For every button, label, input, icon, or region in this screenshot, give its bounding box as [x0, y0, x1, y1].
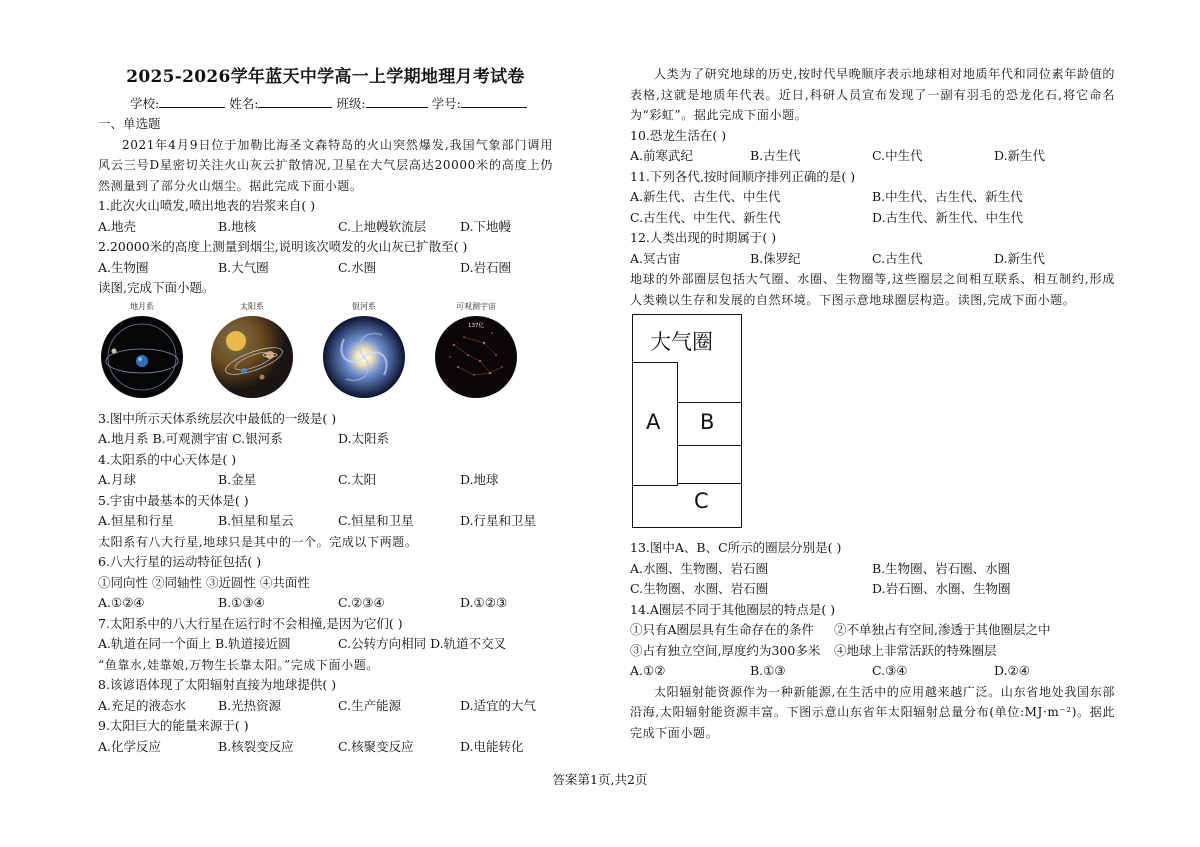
- option-a[interactable]: A.①②④: [98, 595, 145, 610]
- class-blank[interactable]: [366, 94, 428, 108]
- option-c[interactable]: C.太阳: [338, 472, 377, 487]
- name-label: 姓名:: [229, 96, 259, 111]
- option-c[interactable]: C.古生代: [872, 250, 923, 266]
- option-b[interactable]: B.①③: [750, 663, 786, 678]
- option-d[interactable]: D.古生代、新生代、中生代: [872, 209, 1024, 225]
- school-label: 学校:: [130, 96, 160, 111]
- caption-solar-system: 太阳系: [240, 301, 264, 311]
- question-7-options: [98, 634, 553, 655]
- passage-proverb: “鱼靠水,娃靠娘,万物生长靠太阳。”完成下面小题。: [98, 657, 379, 672]
- question-14: 14.A圈层不同于其他圈层的特点是( ): [630, 601, 836, 617]
- label-a: A: [646, 410, 661, 434]
- earth-spheres-diagram: [632, 314, 742, 528]
- question-14-options: [630, 661, 1115, 682]
- earth-moon-system-image: [100, 315, 184, 399]
- question-14-statements-12: [630, 620, 1115, 641]
- solar-system-panel: [208, 301, 296, 399]
- page-footer: 答案第1页,共2页: [552, 772, 648, 787]
- option-b[interactable]: B.侏罗纪: [750, 250, 801, 266]
- section-heading: 一、单选题: [98, 116, 161, 131]
- option-c[interactable]: C.②③④: [338, 595, 385, 610]
- celestial-systems-figure: [98, 301, 553, 403]
- option-c[interactable]: C.上地幔软流层: [338, 218, 427, 234]
- passage-planets: 太阳系有八大行星,地球只是其中的一个。完成以下两题。: [98, 534, 418, 549]
- option-b[interactable]: B.核裂变反应: [218, 738, 294, 754]
- option-d[interactable]: D.电能转化: [460, 738, 524, 754]
- option-b[interactable]: B.光热资源: [218, 697, 282, 713]
- passage-solar-radiation: 太阳辐射能资源作为一种新能源,在生活中的应用越来越广泛。山东省地处我国东部沿海,太阳辐射能资源丰富。下图示意山东省年太阳辐射总量分布(单位:MJ·m⁻²)。据此完成下面小题。: [630, 684, 1115, 740]
- question-4-options: [98, 470, 553, 491]
- question-14-statements-34: [630, 641, 1115, 662]
- statement-3: ③占有独立空间,厚度约为300多米: [630, 642, 821, 658]
- label-b: B: [700, 410, 715, 434]
- question-2-options: [98, 258, 553, 279]
- caption-earth-moon: 地月系: [130, 301, 154, 311]
- option-b[interactable]: B.金星: [218, 472, 257, 487]
- question-13: 13.图中A、B、C所示的圈层分别是( ): [630, 540, 842, 555]
- passage-geologic-time: 人类为了研究地球的历史,按时代早晚顺序表示地球相对地质年代和同位素年龄值的表格,这就是地质年代表。近日,科研人员宣布发现了一副有羽毛的恐龙化石,将它命名为“彩虹”。据此完成下面小题。: [630, 67, 1115, 122]
- option-d[interactable]: D.①②③: [460, 595, 508, 610]
- option-b[interactable]: B.地核: [218, 218, 257, 234]
- right-column: [630, 64, 1115, 743]
- question-2: 2.20000米的高度上测量到烟尘,说明该次喷发的火山灰已扩散至( ): [98, 239, 468, 254]
- question-10-options: [630, 146, 1115, 167]
- option-d[interactable]: D.岩石圈、水圈、生物圈: [872, 581, 1011, 596]
- question-9: 9.太阳巨大的能量来源于( ): [98, 718, 249, 733]
- question-13-options-cd: [630, 579, 1115, 600]
- option-a[interactable]: A.恒星和行星: [98, 513, 174, 528]
- left-column: [98, 60, 553, 757]
- option-b[interactable]: B.生物圈、岩石圈、水圈: [872, 560, 1011, 576]
- number-blank[interactable]: [461, 94, 527, 108]
- option-c[interactable]: C.生物圈、水圈、岩石圈: [630, 581, 769, 596]
- option-d[interactable]: D.岩石圈: [460, 259, 512, 275]
- read-figure-instruction: 读图,完成下面小题。: [98, 280, 215, 295]
- option-a[interactable]: A.化学反应: [98, 738, 162, 754]
- label-c: C: [694, 489, 709, 513]
- question-12: 12.人类出现的时期属于( ): [630, 230, 777, 245]
- universe-age-label: 137亿: [468, 322, 484, 329]
- option-abc[interactable]: A.地月系 B.可观测宇宙 C.银河系: [98, 431, 283, 446]
- option-d[interactable]: D.新生代: [994, 148, 1046, 163]
- atmosphere-label: 大气圈: [650, 330, 713, 354]
- option-b[interactable]: B.古生代: [750, 148, 801, 163]
- question-8: 8.该谚语体现了太阳辐射直接为地球提供( ): [98, 677, 337, 692]
- sphere-c-box: [632, 484, 742, 528]
- option-a[interactable]: A.前寒武纪: [630, 148, 694, 163]
- option-b[interactable]: B.中生代、古生代、新生代: [872, 189, 1023, 204]
- school-blank[interactable]: [159, 94, 225, 108]
- option-c[interactable]: C.生产能源: [338, 697, 402, 713]
- option-c[interactable]: C.中生代: [872, 148, 923, 163]
- earth-moon-system-panel: [98, 301, 186, 399]
- option-a[interactable]: A.地壳: [98, 218, 137, 234]
- option-c[interactable]: C.恒星和卫星: [338, 513, 414, 528]
- statement-1: ①只有A圈层具有生命存在的条件: [630, 622, 815, 637]
- question-10: 10.恐龙生活在( ): [630, 127, 727, 143]
- page-title: 2025-2026学年蓝天中学高一上学期地理月考试卷: [126, 67, 525, 87]
- option-d[interactable]: D.行星和卫星: [460, 513, 537, 528]
- solar-system-image: [210, 315, 294, 399]
- question-5: 5.宇宙中最基本的天体是( ): [98, 492, 249, 508]
- option-d[interactable]: D.新生代: [994, 250, 1046, 266]
- question-3: 3.图中所示天体系统层次中最低的一级是( ): [98, 410, 337, 426]
- option-a[interactable]: A.生物圈: [98, 259, 149, 275]
- option-c[interactable]: C.核聚变反应: [338, 738, 414, 754]
- question-5-options: [98, 511, 553, 532]
- option-b[interactable]: B.大气圈: [218, 259, 269, 275]
- option-c[interactable]: C.古生代、中生代、新生代: [630, 209, 781, 225]
- question-12-options: [630, 249, 1115, 270]
- statement-2: ②不单独占有空间,渗透于其他圈层之中: [834, 622, 1051, 637]
- observable-universe-panel: [432, 301, 520, 399]
- question-6-options: [98, 593, 553, 614]
- option-d[interactable]: D.下地幔: [460, 218, 512, 234]
- option-a[interactable]: A.月球: [98, 472, 137, 487]
- question-7: 7.太阳系中的八大行星在运行时不会相撞,是因为它们( ): [98, 615, 403, 631]
- option-a[interactable]: A.冥古宙: [630, 250, 681, 266]
- option-a[interactable]: A.新生代、古生代、中生代: [630, 189, 781, 204]
- question-13-options-ab: [630, 559, 1115, 580]
- option-a[interactable]: A.水圈、生物圈、岩石圈: [630, 560, 769, 576]
- passage-volcano: 2021年4月9日位于加勒比海圣文森特岛的火山突然爆发,我国气象部门调用风云三号D星密切关注火山灰云扩散情况,卫星在大气层高达20000米的高度上仍然测量到了部分火山烟尘。据此完成下面小题。: [98, 137, 553, 193]
- statement-4: ④地球上非常活跃的特殊圈层: [834, 642, 997, 658]
- caption-milky-way: 银河系: [352, 301, 376, 311]
- question-11: 11.下列各代,按时间顺序排列正确的是( ): [630, 168, 856, 184]
- option-a[interactable]: A.充足的液态水: [98, 697, 187, 713]
- option-d[interactable]: D.地球: [460, 472, 499, 487]
- question-9-options: [98, 737, 553, 758]
- option-c[interactable]: C.③④: [872, 663, 908, 678]
- caption-observable-universe: 可观测宇宙: [456, 301, 496, 311]
- question-1: 1.此次火山喷发,喷出地表的岩浆来自( ): [98, 198, 316, 213]
- question-4: 4.太阳系的中心天体是( ): [98, 451, 237, 467]
- option-ab[interactable]: A.轨道在同一个面上 B.轨道接近圆: [98, 636, 291, 651]
- question-11-options-ab: [630, 187, 1115, 208]
- option-d[interactable]: D.②④: [994, 663, 1030, 678]
- option-a[interactable]: A.①②: [630, 663, 666, 678]
- passage-spheres: 地球的外部圈层包括大气圈、水圈、生物圈等,这些圈层之间相互联系、相互制约,形成人类赖以生存和发展的自然环境。下图示意地球圈层构造。读图,完成下面小题。: [630, 272, 1115, 307]
- number-label: 学号:: [431, 96, 461, 111]
- question-1-options: [98, 217, 553, 238]
- milky-way-image: [322, 315, 406, 399]
- question-8-options: [98, 696, 553, 717]
- question-6-statements: ①同向性 ②同轴性 ③近圆性 ④共面性: [98, 574, 310, 590]
- option-b[interactable]: B.①③④: [218, 595, 265, 610]
- class-label: 班级:: [336, 96, 366, 111]
- question-6: 6.八大行星的运动特征包括( ): [98, 554, 262, 569]
- option-c[interactable]: C.水圈: [338, 259, 377, 275]
- option-b[interactable]: B.恒星和星云: [218, 513, 294, 528]
- question-3-options: [98, 429, 553, 450]
- name-blank[interactable]: [258, 94, 332, 108]
- milky-way-panel: [320, 301, 408, 399]
- option-cd[interactable]: C.公转方向相同 D.轨道不交叉: [338, 636, 507, 651]
- question-11-options-cd: [630, 208, 1115, 229]
- observable-universe-image: [434, 315, 518, 399]
- student-info-row: [98, 94, 553, 114]
- option-d[interactable]: D.适宜的大气: [460, 697, 537, 713]
- option-d[interactable]: D.太阳系: [338, 431, 390, 446]
